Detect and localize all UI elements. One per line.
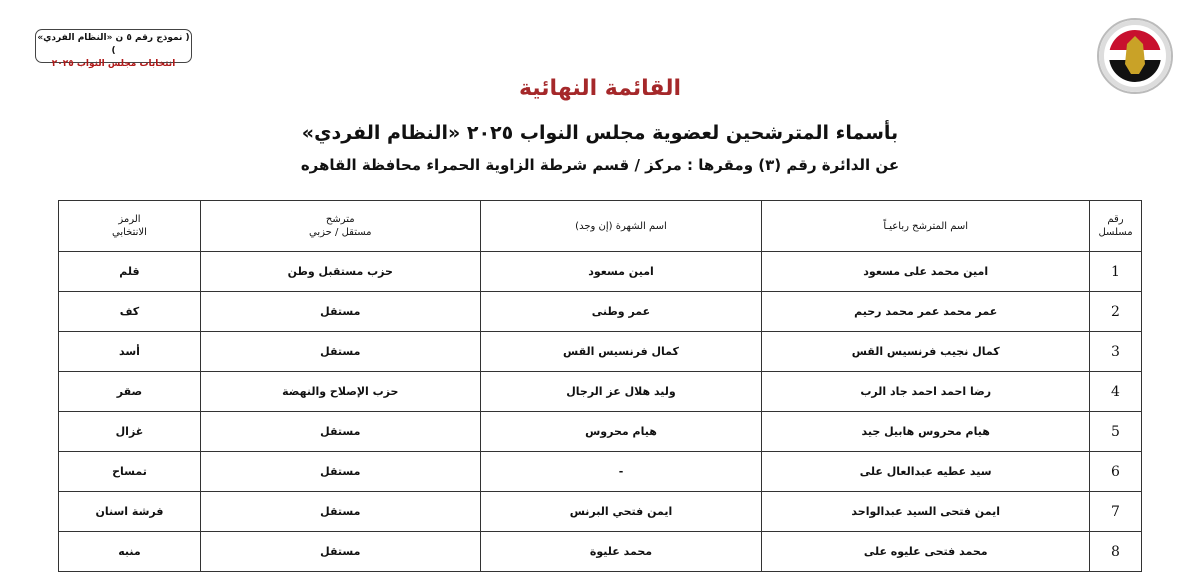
serial-cell: 1 <box>1090 252 1142 292</box>
affiliation-cell: مستقل <box>200 292 480 332</box>
nickname-cell: ايمن فتحي البرنس <box>480 492 762 532</box>
serial-cell: 4 <box>1090 372 1142 412</box>
symbol-cell: غزال <box>59 412 201 452</box>
table-row <box>59 292 1142 332</box>
symbol-cell: فرشة اسنان <box>59 492 201 532</box>
affiliation-cell: مستقل <box>200 532 480 572</box>
table-row <box>59 412 1142 452</box>
page-title: القائمة النهائية <box>518 76 682 101</box>
header-serial: رقم مسلسل <box>1090 201 1142 252</box>
nickname-cell: امين مسعود <box>480 252 762 292</box>
table-row <box>59 252 1142 292</box>
table-header-row <box>59 201 1142 252</box>
header-nickname: اسم الشهرة (إن وجد) <box>480 201 762 252</box>
symbol-cell: تمساح <box>59 452 201 492</box>
serial-cell: 5 <box>1090 412 1142 452</box>
form-number-label: ( نموذج رقم ٥ ن «النظام الفردي» ) <box>37 33 190 56</box>
nickname-cell: كمال فرنسيس القس <box>480 332 762 372</box>
table-row <box>59 532 1142 572</box>
symbol-cell: أسد <box>59 332 201 372</box>
header-symbol: الرمز الانتخابي <box>59 201 201 252</box>
affiliation-cell: مستقل <box>200 332 480 372</box>
serial-cell: 3 <box>1090 332 1142 372</box>
affiliation-cell: حزب الإصلاح والنهضة <box>200 372 480 412</box>
serial-cell: 6 <box>1090 452 1142 492</box>
nickname-cell: وليد هلال عز الرجال <box>480 372 762 412</box>
full-name-cell: سيد عطيه عبدالعال على <box>762 452 1090 492</box>
serial-cell: 8 <box>1090 532 1142 572</box>
symbol-cell: كف <box>59 292 201 332</box>
candidates-table <box>58 200 1142 572</box>
election-name-label: انتخابات مجلس النواب ٢٠٢٥ <box>51 59 176 69</box>
symbol-cell: قلم <box>59 252 201 292</box>
table-row <box>59 372 1142 412</box>
nickname-cell: هيام محروس <box>480 412 762 452</box>
full-name-cell: رضا احمد احمد جاد الرب <box>762 372 1090 412</box>
serial-cell: 7 <box>1090 492 1142 532</box>
full-name-cell: امين محمد على مسعود <box>762 252 1090 292</box>
affiliation-cell: حزب مستقبل وطن <box>200 252 480 292</box>
full-name-cell: كمال نجيب فرنسيس القس <box>762 332 1090 372</box>
nickname-cell: محمد عليوة <box>480 532 762 572</box>
nickname-cell: - <box>480 452 762 492</box>
table-row <box>59 492 1142 532</box>
affiliation-cell: مستقل <box>200 492 480 532</box>
serial-cell: 2 <box>1090 292 1142 332</box>
header-affiliation: مترشح مستقل / حزبي <box>200 201 480 252</box>
affiliation-cell: مستقل <box>200 452 480 492</box>
form-number-box <box>35 29 192 69</box>
page-subtitle: بأسماء المترشحين لعضوية مجلس النواب ٢٠٢٥ «النظام الفردي» <box>301 122 899 144</box>
table-row <box>59 332 1142 372</box>
district-info: عن الدائرة رقم (٣) ومقرها : مركز / قسم شرطة الزاوية الحمراء محافظة القاهره <box>300 156 900 174</box>
nickname-cell: عمر وطنى <box>480 292 762 332</box>
symbol-cell: صقر <box>59 372 201 412</box>
full-name-cell: عمر محمد عمر محمد رحيم <box>762 292 1090 332</box>
symbol-cell: منبه <box>59 532 201 572</box>
affiliation-cell: مستقل <box>200 412 480 452</box>
full-name-cell: ايمن فتحى السيد عبدالواحد <box>762 492 1090 532</box>
table-row <box>59 452 1142 492</box>
full-name-cell: محمد فتحى عليوه على <box>762 532 1090 572</box>
full-name-cell: هيام محروس هابيل جيد <box>762 412 1090 452</box>
header-full-name: اسم المترشح رباعيـاً <box>762 201 1090 252</box>
